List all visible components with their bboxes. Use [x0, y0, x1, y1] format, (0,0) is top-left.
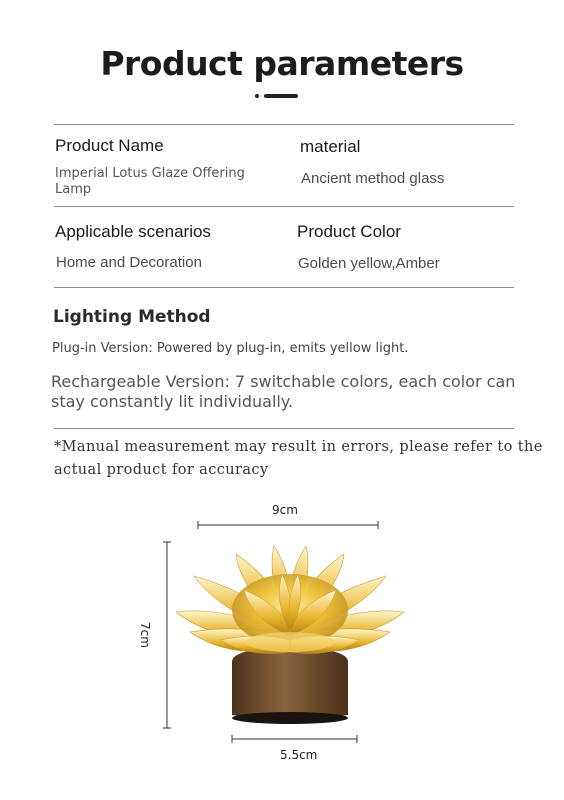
divider [54, 124, 514, 125]
lotus-lamp-image [170, 540, 410, 730]
base-dimension-label: 5.5cm [280, 748, 318, 762]
rechargeable-version-text: Rechargeable Version: 7 switchable colors, each color can stay constantly lit individually. [51, 372, 516, 411]
height-dimension-label: 7cm [137, 622, 152, 648]
plugin-version-text: Plug-in Version: Powered by plug-in, emits yellow light. [52, 341, 409, 356]
title-decoration-dot [255, 94, 259, 98]
page-title: Product parameters [100, 44, 464, 83]
width-dimension-label: 9cm [272, 503, 298, 517]
product-name-label: Product Name [55, 136, 164, 155]
measurement-note: *Manual measurement may result in errors, please refer to the actual product for accuracy [54, 439, 543, 478]
title-decoration-bar [264, 94, 298, 98]
product-color-value: Golden yellow,Amber [298, 255, 440, 272]
scenarios-label: Applicable scenarios [55, 222, 211, 241]
product-name-value: Imperial Lotus Glaze Offering Lamp [55, 166, 245, 197]
material-value: Ancient method glass [301, 170, 445, 187]
lighting-method-heading: Lighting Method [53, 307, 211, 327]
product-color-label: Product Color [297, 222, 401, 241]
material-label: material [300, 137, 361, 156]
divider [54, 428, 514, 429]
divider [54, 287, 514, 288]
scenarios-value: Home and Decoration [56, 254, 202, 271]
divider [54, 206, 514, 207]
